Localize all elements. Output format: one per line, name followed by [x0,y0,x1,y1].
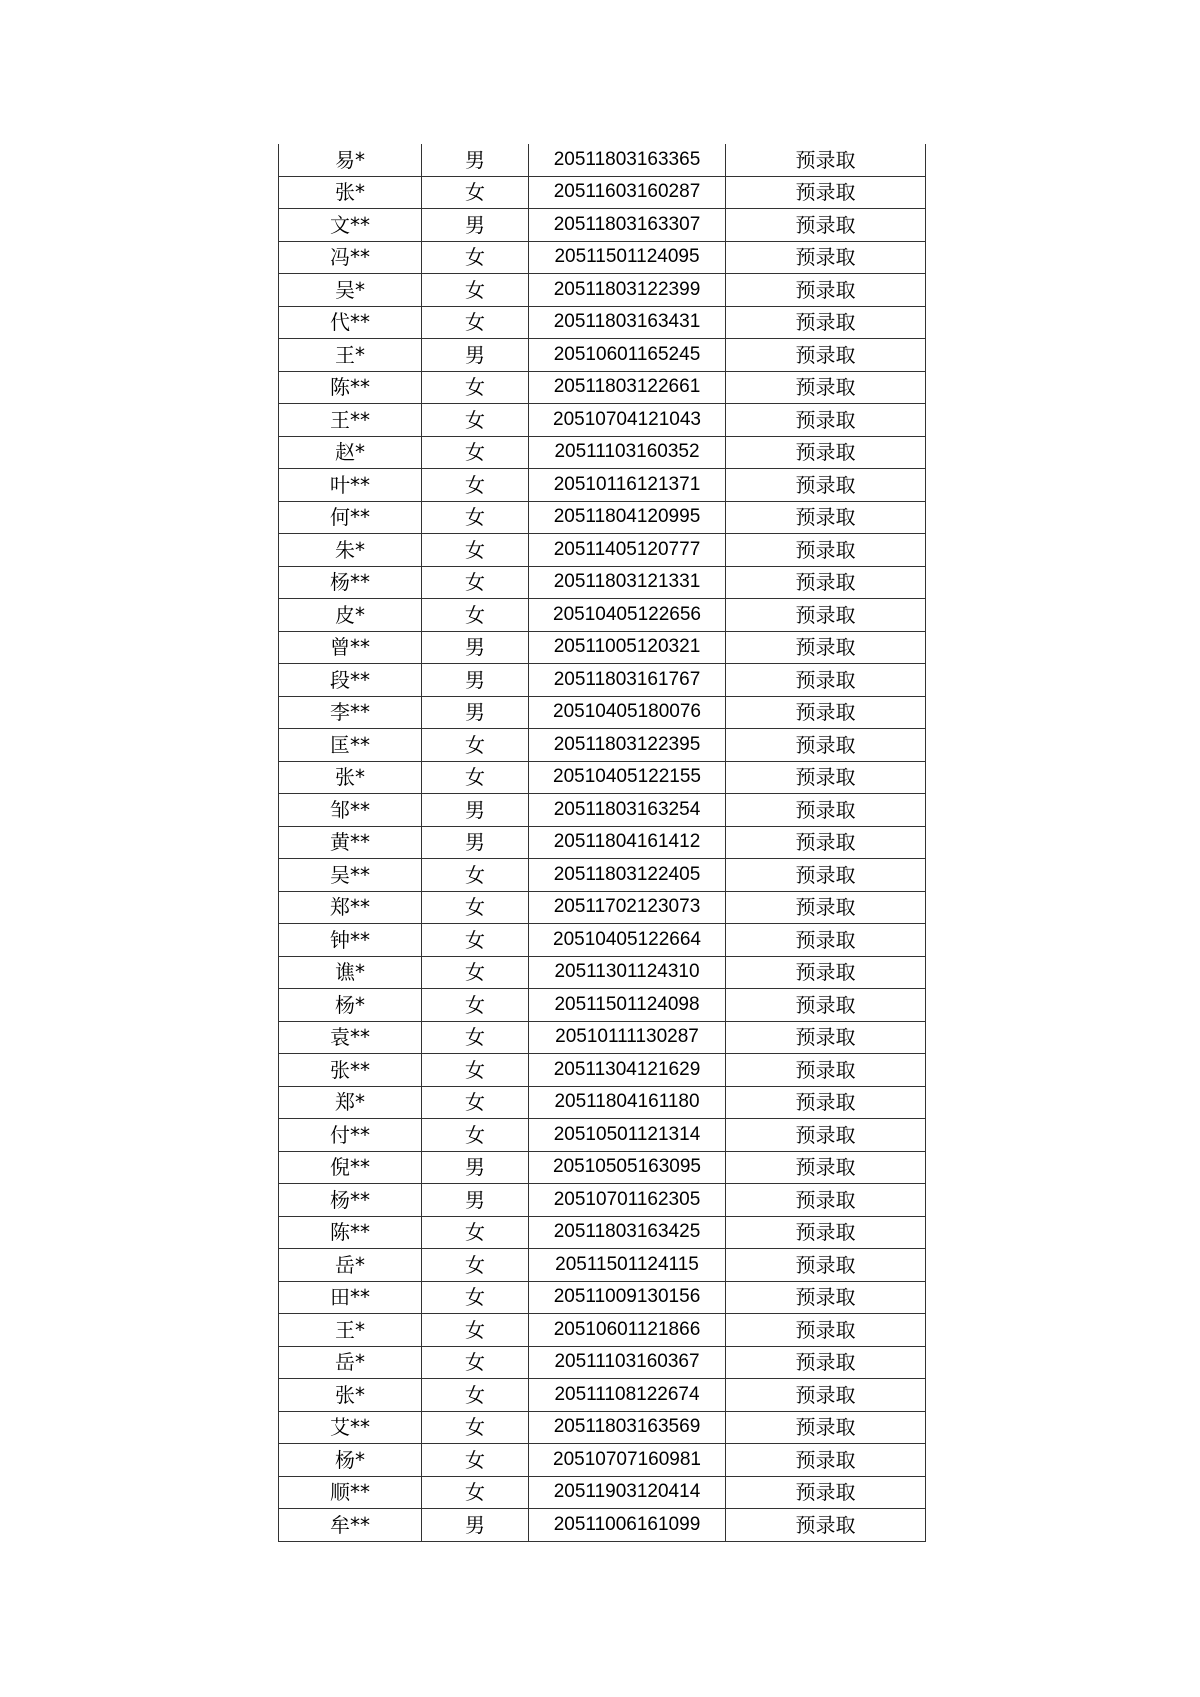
table-row [279,501,926,534]
exam-id-cell: 20511804161412 [529,826,726,859]
exam-id-cell: 20511803122395 [529,729,726,762]
gender-cell: 男 [422,209,529,242]
exam-id-cell: 20510601165245 [529,339,726,372]
name-cell: 艾** [279,1411,422,1444]
admission-status-cell: 预录取 [726,339,926,372]
table-row [279,826,926,859]
gender-cell: 女 [422,501,529,534]
admission-status-cell: 预录取 [726,826,926,859]
admission-status-cell: 预录取 [726,469,926,502]
table-row [279,696,926,729]
table-row [279,436,926,469]
table-row [279,339,926,372]
name-cell: 袁** [279,1021,422,1054]
gender-cell: 女 [422,1314,529,1347]
table-row [279,631,926,664]
admission-status-cell: 预录取 [726,956,926,989]
name-cell: 吴* [279,274,422,307]
name-cell: 郑** [279,891,422,924]
gender-cell: 女 [422,371,529,404]
admission-status-cell: 预录取 [726,566,926,599]
exam-id-cell: 20511103160352 [529,436,726,469]
admission-table-body [279,144,926,1541]
table-row [279,989,926,1022]
table-row [279,566,926,599]
exam-id-cell: 20510701162305 [529,1184,726,1217]
table-row [279,534,926,567]
admission-status-cell: 预录取 [726,209,926,242]
name-cell: 陈** [279,1216,422,1249]
admission-status-cell: 预录取 [726,404,926,437]
admission-table [278,144,926,1542]
gender-cell: 女 [422,761,529,794]
admission-status-cell: 预录取 [726,501,926,534]
name-cell: 何** [279,501,422,534]
gender-cell: 女 [422,1444,529,1477]
table-row [279,1119,926,1152]
admission-status-cell: 预录取 [726,631,926,664]
table-row [279,1476,926,1509]
exam-id-cell: 20511009130156 [529,1281,726,1314]
admission-status-cell: 预录取 [726,729,926,762]
admission-status-cell: 预录取 [726,1054,926,1087]
table-row [279,891,926,924]
exam-id-cell: 20511501124095 [529,241,726,274]
admission-status-cell: 预录取 [726,1184,926,1217]
name-cell: 曾** [279,631,422,664]
gender-cell: 女 [422,534,529,567]
name-cell: 陈** [279,371,422,404]
gender-cell: 女 [422,566,529,599]
name-cell: 田** [279,1281,422,1314]
gender-cell: 女 [422,1021,529,1054]
name-cell: 王* [279,1314,422,1347]
gender-cell: 男 [422,696,529,729]
gender-cell: 女 [422,176,529,209]
gender-cell: 女 [422,1249,529,1282]
table-row [279,209,926,242]
admission-status-cell: 预录取 [726,274,926,307]
admission-status-cell: 预录取 [726,1151,926,1184]
name-cell: 皮* [279,599,422,632]
exam-id-cell: 20510405122155 [529,761,726,794]
admission-status-cell: 预录取 [726,859,926,892]
gender-cell: 女 [422,436,529,469]
exam-id-cell: 20511804161180 [529,1086,726,1119]
exam-id-cell: 20510501121314 [529,1119,726,1152]
gender-cell: 男 [422,1151,529,1184]
gender-cell: 男 [422,144,529,176]
gender-cell: 女 [422,891,529,924]
table-row [279,306,926,339]
admission-status-cell: 预录取 [726,761,926,794]
name-cell: 朱* [279,534,422,567]
table-row [279,176,926,209]
gender-cell: 男 [422,631,529,664]
name-cell: 代** [279,306,422,339]
exam-id-cell: 20511803163431 [529,306,726,339]
admission-status-cell: 预录取 [726,1444,926,1477]
name-cell: 岳* [279,1249,422,1282]
exam-id-cell: 20511108122674 [529,1379,726,1412]
exam-id-cell: 20510505163095 [529,1151,726,1184]
table-row [279,1346,926,1379]
gender-cell: 女 [422,274,529,307]
admission-status-cell: 预录取 [726,989,926,1022]
table-row [279,1281,926,1314]
gender-cell: 女 [422,989,529,1022]
name-cell: 倪** [279,1151,422,1184]
admission-status-cell: 预录取 [726,144,926,176]
name-cell: 匡** [279,729,422,762]
table-row [279,1184,926,1217]
exam-id-cell: 20511803163425 [529,1216,726,1249]
name-cell: 张* [279,1379,422,1412]
exam-id-cell: 20511304121629 [529,1054,726,1087]
exam-id-cell: 20511803161767 [529,664,726,697]
name-cell: 吴** [279,859,422,892]
gender-cell: 女 [422,599,529,632]
gender-cell: 女 [422,1086,529,1119]
exam-id-cell: 20511803121331 [529,566,726,599]
admission-status-cell: 预录取 [726,794,926,827]
admission-status-cell: 预录取 [726,924,926,957]
gender-cell: 女 [422,1216,529,1249]
table-row [279,794,926,827]
gender-cell: 男 [422,1184,529,1217]
table-row [279,1444,926,1477]
gender-cell: 女 [422,1476,529,1509]
admission-status-cell: 预录取 [726,1086,926,1119]
name-cell: 顺** [279,1476,422,1509]
admission-status-cell: 预录取 [726,1281,926,1314]
table-row [279,924,926,957]
gender-cell: 女 [422,306,529,339]
table-row [279,274,926,307]
gender-cell: 男 [422,826,529,859]
admission-status-cell: 预录取 [726,1314,926,1347]
name-cell: 杨* [279,989,422,1022]
table-row [279,144,926,176]
gender-cell: 男 [422,1509,529,1542]
exam-id-cell: 20510116121371 [529,469,726,502]
name-cell: 岳* [279,1346,422,1379]
exam-id-cell: 20510707160981 [529,1444,726,1477]
gender-cell: 女 [422,1281,529,1314]
gender-cell: 女 [422,469,529,502]
table-row [279,1021,926,1054]
name-cell: 付** [279,1119,422,1152]
gender-cell: 女 [422,404,529,437]
name-cell: 牟** [279,1509,422,1542]
table-row [279,664,926,697]
table-row [279,1054,926,1087]
name-cell: 叶** [279,469,422,502]
name-cell: 谯* [279,956,422,989]
exam-id-cell: 20511702123073 [529,891,726,924]
table-row [279,761,926,794]
name-cell: 郑* [279,1086,422,1119]
exam-id-cell: 20511005120321 [529,631,726,664]
exam-id-cell: 20510111130287 [529,1021,726,1054]
admission-status-cell: 预录取 [726,1216,926,1249]
name-cell: 文** [279,209,422,242]
table-row [279,469,926,502]
exam-id-cell: 20511405120777 [529,534,726,567]
name-cell: 张* [279,176,422,209]
gender-cell: 女 [422,924,529,957]
name-cell: 邹** [279,794,422,827]
table-row [279,1249,926,1282]
admission-status-cell: 预录取 [726,1411,926,1444]
gender-cell: 女 [422,1379,529,1412]
name-cell: 黄** [279,826,422,859]
table-row [279,371,926,404]
gender-cell: 女 [422,859,529,892]
table-row [279,241,926,274]
exam-id-cell: 20511803122405 [529,859,726,892]
admission-status-cell: 预录取 [726,371,926,404]
exam-id-cell: 20510405122656 [529,599,726,632]
name-cell: 杨** [279,566,422,599]
exam-id-cell: 20510704121043 [529,404,726,437]
admission-status-cell: 预录取 [726,1021,926,1054]
admission-status-cell: 预录取 [726,306,926,339]
name-cell: 钟** [279,924,422,957]
table-row [279,1509,926,1542]
gender-cell: 女 [422,1411,529,1444]
gender-cell: 女 [422,1054,529,1087]
table-row [279,1216,926,1249]
name-cell: 李** [279,696,422,729]
name-cell: 王** [279,404,422,437]
exam-id-cell: 20511501124115 [529,1249,726,1282]
admission-status-cell: 预录取 [726,1476,926,1509]
name-cell: 张* [279,761,422,794]
admission-status-cell: 预录取 [726,436,926,469]
admission-status-cell: 预录取 [726,1249,926,1282]
gender-cell: 女 [422,241,529,274]
gender-cell: 女 [422,956,529,989]
exam-id-cell: 20511803163569 [529,1411,726,1444]
table-row [279,599,926,632]
table-row [279,1086,926,1119]
exam-id-cell: 20511006161099 [529,1509,726,1542]
admission-status-cell: 预录取 [726,534,926,567]
exam-id-cell: 20511501124098 [529,989,726,1022]
gender-cell: 女 [422,729,529,762]
admission-status-cell: 预录取 [726,1379,926,1412]
exam-id-cell: 20511103160367 [529,1346,726,1379]
table-row [279,956,926,989]
exam-id-cell: 20511803163307 [529,209,726,242]
table-row [279,404,926,437]
exam-id-cell: 20511803122661 [529,371,726,404]
table-row [279,859,926,892]
name-cell: 王* [279,339,422,372]
table-row [279,1314,926,1347]
table-row [279,1379,926,1412]
admission-status-cell: 预录取 [726,241,926,274]
exam-id-cell: 20511301124310 [529,956,726,989]
name-cell: 冯** [279,241,422,274]
name-cell: 段** [279,664,422,697]
exam-id-cell: 20511603160287 [529,176,726,209]
gender-cell: 女 [422,1346,529,1379]
name-cell: 杨* [279,1444,422,1477]
admission-status-cell: 预录取 [726,1346,926,1379]
exam-id-cell: 20511803163254 [529,794,726,827]
exam-id-cell: 20511804120995 [529,501,726,534]
admission-status-cell: 预录取 [726,599,926,632]
exam-id-cell: 20510405122664 [529,924,726,957]
admission-status-cell: 预录取 [726,1119,926,1152]
admission-status-cell: 预录取 [726,696,926,729]
exam-id-cell: 20511803122399 [529,274,726,307]
name-cell: 赵* [279,436,422,469]
admission-status-cell: 预录取 [726,176,926,209]
table-row [279,1151,926,1184]
table-row [279,1411,926,1444]
exam-id-cell: 20511903120414 [529,1476,726,1509]
table-row [279,729,926,762]
exam-id-cell: 20510601121866 [529,1314,726,1347]
gender-cell: 男 [422,664,529,697]
admission-status-cell: 预录取 [726,891,926,924]
admission-status-cell: 预录取 [726,1509,926,1542]
name-cell: 易* [279,144,422,176]
gender-cell: 男 [422,794,529,827]
exam-id-cell: 20511803163365 [529,144,726,176]
gender-cell: 女 [422,1119,529,1152]
gender-cell: 男 [422,339,529,372]
name-cell: 杨** [279,1184,422,1217]
admission-status-cell: 预录取 [726,664,926,697]
exam-id-cell: 20510405180076 [529,696,726,729]
name-cell: 张** [279,1054,422,1087]
